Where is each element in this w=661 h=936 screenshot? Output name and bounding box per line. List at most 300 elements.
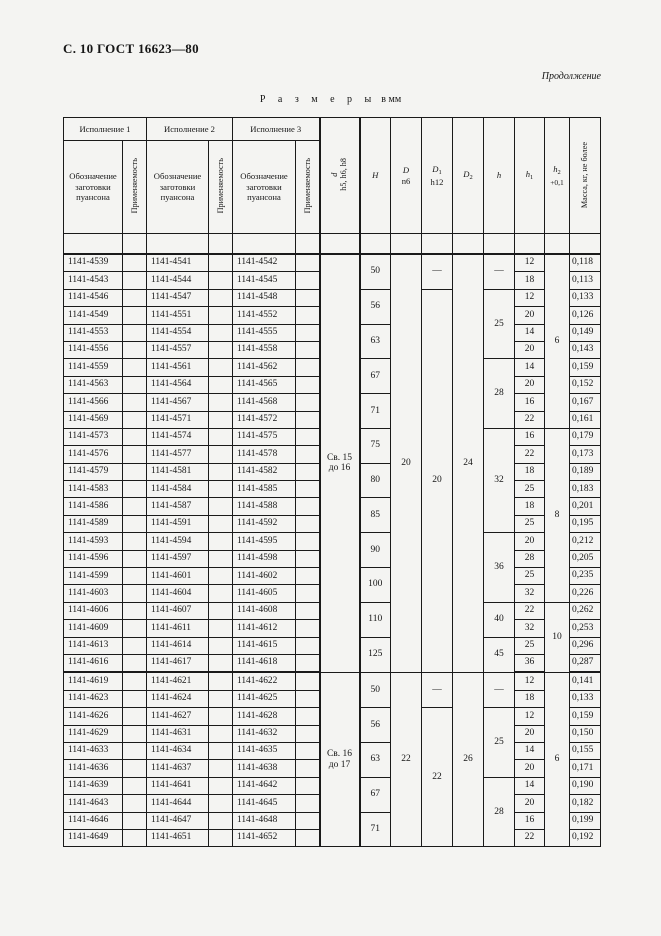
- designation-cell-2: 1141-4644: [147, 795, 209, 812]
- dimensions-table: [63, 117, 601, 847]
- D-cell-value: 20: [401, 457, 411, 468]
- H-cell: [360, 568, 391, 603]
- designation-cell-2: 1141-4587: [147, 498, 209, 515]
- applicability-cell-1: [123, 620, 147, 637]
- d-cell-value: Св. 15 до 16: [326, 452, 353, 474]
- designation-cell-1: 1141-4613: [64, 637, 123, 654]
- h1-cell: 25: [515, 515, 545, 532]
- d-symbol: d: [330, 172, 340, 177]
- designation-cell-2: 1141-4571: [147, 411, 209, 428]
- applicability-cell-3: [296, 742, 320, 759]
- designation-cell-1: 1141-4539: [64, 254, 123, 272]
- applicability-cell-2: [209, 515, 233, 532]
- designation-cell-2: 1141-4601: [147, 568, 209, 585]
- mass-cell: 0,161: [570, 411, 601, 428]
- designation-cell-3: 1141-4548: [233, 289, 296, 306]
- h1-cell: 28: [515, 550, 545, 567]
- h1-cell: 20: [515, 341, 545, 358]
- designation-cell-2: 1141-4577: [147, 446, 209, 463]
- applicability-cell-2: [209, 602, 233, 619]
- applicability-cell-3: [296, 550, 320, 567]
- designation-cell-3: 1141-4578: [233, 446, 296, 463]
- designation-cell-1: 1141-4639: [64, 777, 123, 794]
- applicability-cell-2: [209, 620, 233, 637]
- applicability-cell-3: [296, 341, 320, 358]
- H-cell-value: 100: [368, 579, 383, 590]
- applicability-cell-3: [296, 533, 320, 550]
- h-cell-value: 45: [494, 649, 504, 660]
- designation-cell-1: 1141-4603: [64, 585, 123, 602]
- h1-cell: 18: [515, 690, 545, 707]
- h2-tolerance: +0,1: [550, 177, 564, 187]
- H-cell-value: 80: [370, 475, 380, 486]
- applicability-cell-1: [123, 760, 147, 777]
- H-symbol: H: [372, 170, 379, 181]
- applicability-cell-3: [296, 394, 320, 411]
- applicability-cell-1: [123, 359, 147, 376]
- designation-cell-2: 1141-4594: [147, 533, 209, 550]
- applicability-cell-1: [123, 289, 147, 306]
- designation-cell-1: 1141-4633: [64, 742, 123, 759]
- applicability-cell-1: [123, 463, 147, 480]
- D-cell: [391, 672, 422, 846]
- applicability-cell-2: [209, 254, 233, 272]
- designation-cell-2: 1141-4597: [147, 550, 209, 567]
- h1-cell: 22: [515, 411, 545, 428]
- H-cell-value: 90: [370, 544, 380, 555]
- h-cell-value: 25: [494, 736, 504, 747]
- h1-cell: 12: [515, 672, 545, 690]
- D1-symbol: D: [432, 163, 439, 174]
- page-header: С. 10 ГОСТ 16623—80: [63, 41, 199, 56]
- d-cell-value: Св. 16 до 17: [326, 748, 353, 770]
- applicability-cell-2: [209, 568, 233, 585]
- designation-cell-1: 1141-4579: [64, 463, 123, 480]
- h1-cell: 20: [515, 376, 545, 393]
- H-cell-value: 63: [370, 754, 380, 765]
- mass-cell: 0,167: [570, 394, 601, 411]
- applicability-cell-3: [296, 481, 320, 498]
- D2-symbol: D: [463, 169, 470, 180]
- applicability-cell-1: [123, 585, 147, 602]
- h-cell-value: 28: [494, 806, 504, 817]
- mass-cell: 0,179: [570, 428, 601, 445]
- mass-cell: 0,155: [570, 742, 601, 759]
- applicability-cell-1: [123, 602, 147, 619]
- designation-cell-1: 1141-4566: [64, 394, 123, 411]
- H-cell: [360, 428, 391, 463]
- applicability-cell-2: [209, 795, 233, 812]
- d-tolerance: h5, h6, h8: [339, 158, 349, 192]
- mass-cell: 0,183: [570, 481, 601, 498]
- applicability-cell-3: [296, 568, 320, 585]
- mass-cell: 0,253: [570, 620, 601, 637]
- designation-cell-1: 1141-4593: [64, 533, 123, 550]
- h-cell: [484, 637, 515, 672]
- H-cell-value: 75: [370, 440, 380, 451]
- designation-cell-3: 1141-4558: [233, 341, 296, 358]
- header-execution-1: Исполнение 1: [64, 118, 147, 141]
- D1-cell-value: 20: [432, 475, 442, 486]
- D1-cell-value: —: [432, 684, 442, 695]
- designation-cell-3: 1141-4568: [233, 394, 296, 411]
- applicability-cell-3: [296, 812, 320, 829]
- mass-cell: 0,182: [570, 795, 601, 812]
- D1-cell: [422, 254, 453, 289]
- designation-cell-1: 1141-4553: [64, 324, 123, 341]
- designation-cell-1: 1141-4636: [64, 760, 123, 777]
- designation-cell-1: 1141-4589: [64, 515, 123, 532]
- h1-cell: 14: [515, 777, 545, 794]
- designation-cell-2: 1141-4637: [147, 760, 209, 777]
- header-execution-2: Исполнение 2: [147, 118, 233, 141]
- applicability-cell-2: [209, 672, 233, 690]
- h1-symbol: h: [525, 169, 531, 180]
- H-cell: [360, 602, 391, 637]
- designation-cell-1: 1141-4573: [64, 428, 123, 445]
- applicability-cell-3: [296, 411, 320, 428]
- designation-cell-3: 1141-4622: [233, 672, 296, 690]
- mass-cell: 0,143: [570, 341, 601, 358]
- applicability-cell-2: [209, 760, 233, 777]
- h-symbol: h: [496, 170, 502, 181]
- designation-cell-1: 1141-4546: [64, 289, 123, 306]
- h1-cell: 14: [515, 359, 545, 376]
- h-cell-value: 25: [494, 318, 504, 329]
- applicability-cell-1: [123, 481, 147, 498]
- mass-cell: 0,192: [570, 829, 601, 846]
- h-cell: [484, 428, 515, 532]
- h-cell-value: 28: [494, 388, 504, 399]
- H-cell: [360, 498, 391, 533]
- h1-cell: 18: [515, 463, 545, 480]
- h2-subscript: 2: [557, 168, 561, 176]
- mass-cell: 0,201: [570, 498, 601, 515]
- applicability-cell-2: [209, 411, 233, 428]
- applicability-cell-3: [296, 690, 320, 707]
- applicability-cell-2: [209, 708, 233, 725]
- h-cell: [484, 708, 515, 778]
- applicability-cell-2: [209, 690, 233, 707]
- h1-cell: 32: [515, 620, 545, 637]
- designation-cell-2: 1141-4624: [147, 690, 209, 707]
- H-cell: [360, 533, 391, 568]
- mass-cell: 0,226: [570, 585, 601, 602]
- h2-symbol: h: [553, 163, 558, 174]
- H-cell: [360, 672, 391, 707]
- applicability-cell-1: [123, 777, 147, 794]
- designation-cell-1: 1141-4583: [64, 481, 123, 498]
- mass-cell: 0,141: [570, 672, 601, 690]
- designation-cell-1: 1141-4576: [64, 446, 123, 463]
- h2-cell: [545, 672, 570, 846]
- applicability-cell-2: [209, 777, 233, 794]
- applicability-cell-1: [123, 341, 147, 358]
- D1-cell: [422, 672, 453, 707]
- applicability-cell-3: [296, 795, 320, 812]
- H-cell-value: 67: [370, 789, 380, 800]
- applicability-cell-3: [296, 289, 320, 306]
- mass-cell: 0,152: [570, 376, 601, 393]
- applicability-cell-1: [123, 254, 147, 272]
- header-applicability-2: [209, 141, 233, 234]
- applicability-cell-2: [209, 272, 233, 289]
- designation-cell-2: 1141-4621: [147, 672, 209, 690]
- designation-cell-3: 1141-4545: [233, 272, 296, 289]
- applicability-cell-1: [123, 690, 147, 707]
- h1-cell: 18: [515, 498, 545, 515]
- designation-cell-2: 1141-4581: [147, 463, 209, 480]
- designation-cell-1: 1141-4646: [64, 812, 123, 829]
- applicability-cell-2: [209, 394, 233, 411]
- table-caption: [0, 94, 661, 105]
- applicability-cell-1: [123, 515, 147, 532]
- designation-cell-1: 1141-4623: [64, 690, 123, 707]
- h-cell: [484, 602, 515, 637]
- applicability-cell-1: [123, 637, 147, 654]
- D2-cell: [453, 254, 484, 672]
- h1-cell: 22: [515, 829, 545, 846]
- designation-cell-3: 1141-4598: [233, 550, 296, 567]
- h2-cell-value: 8: [554, 509, 560, 520]
- mass-cell: 0,149: [570, 324, 601, 341]
- D1-cell-value: —: [432, 266, 442, 277]
- applicability-cell-1: [123, 376, 147, 393]
- applicability-cell-2: [209, 359, 233, 376]
- mass-cell: 0,235: [570, 568, 601, 585]
- designation-cell-3: 1141-4572: [233, 411, 296, 428]
- applicability-cell-3: [296, 637, 320, 654]
- D1-cell: [422, 289, 453, 672]
- mass-cell: 0,126: [570, 307, 601, 324]
- h1-cell: 14: [515, 324, 545, 341]
- applicability-cell-1: [123, 411, 147, 428]
- mass-cell: 0,195: [570, 515, 601, 532]
- h1-cell: 22: [515, 446, 545, 463]
- applicability-label-3: Применяемость: [302, 158, 312, 214]
- h-cell: [484, 777, 515, 847]
- mass-cell: 0,262: [570, 602, 601, 619]
- caption-unit: в мм: [381, 94, 402, 105]
- designation-cell-2: 1141-4574: [147, 428, 209, 445]
- designation-cell-2: 1141-4584: [147, 481, 209, 498]
- D2-cell: [453, 672, 484, 846]
- D-cell: [391, 254, 422, 672]
- applicability-cell-1: [123, 568, 147, 585]
- designation-cell-3: 1141-4612: [233, 620, 296, 637]
- designation-cell-3: 1141-4555: [233, 324, 296, 341]
- designation-cell-1: 1141-4569: [64, 411, 123, 428]
- designation-cell-2: 1141-4617: [147, 654, 209, 672]
- h2-cell-value: 6: [554, 754, 560, 765]
- designation-cell-3: 1141-4618: [233, 654, 296, 672]
- designation-cell-3: 1141-4615: [233, 637, 296, 654]
- H-cell: [360, 254, 391, 289]
- h-cell-value: —: [494, 266, 504, 277]
- mass-cell: 0,118: [570, 254, 601, 272]
- D1-cell-value: 22: [432, 771, 442, 782]
- header-gap-row: [64, 234, 601, 255]
- H-cell: [360, 742, 391, 777]
- header-D1: [422, 118, 453, 234]
- mass-cell: 0,159: [570, 708, 601, 725]
- d-cell: [320, 672, 360, 846]
- designation-cell-3: 1141-4585: [233, 481, 296, 498]
- mass-cell: 0,212: [570, 533, 601, 550]
- h1-cell: 32: [515, 585, 545, 602]
- table-row: [64, 672, 601, 690]
- h-cell: [484, 359, 515, 429]
- applicability-cell-2: [209, 481, 233, 498]
- applicability-cell-3: [296, 515, 320, 532]
- designation-cell-3: 1141-4645: [233, 795, 296, 812]
- designation-cell-2: 1141-4651: [147, 829, 209, 846]
- H-cell: [360, 394, 391, 429]
- mass-cell: 0,150: [570, 725, 601, 742]
- designation-cell-1: 1141-4643: [64, 795, 123, 812]
- h1-cell: 36: [515, 654, 545, 672]
- h1-cell: 20: [515, 760, 545, 777]
- applicability-cell-3: [296, 585, 320, 602]
- applicability-cell-3: [296, 324, 320, 341]
- applicability-cell-1: [123, 446, 147, 463]
- mass-cell: 0,287: [570, 654, 601, 672]
- D-symbol: D: [402, 165, 410, 176]
- H-cell-value: 50: [370, 266, 380, 277]
- d-cell: [320, 254, 360, 672]
- D2-cell-value: 24: [463, 457, 473, 468]
- D-tolerance: n6: [401, 175, 411, 186]
- header-D2: [453, 118, 484, 234]
- applicability-cell-2: [209, 289, 233, 306]
- designation-cell-3: 1141-4638: [233, 760, 296, 777]
- h1-cell: 12: [515, 289, 545, 306]
- designation-cell-2: 1141-4541: [147, 254, 209, 272]
- h1-cell: 14: [515, 742, 545, 759]
- applicability-cell-2: [209, 812, 233, 829]
- applicability-cell-1: [123, 428, 147, 445]
- applicability-label-1: Применяемость: [129, 158, 139, 214]
- designation-cell-3: 1141-4602: [233, 568, 296, 585]
- h-cell-value: 40: [494, 614, 504, 625]
- h1-cell: 16: [515, 812, 545, 829]
- applicability-cell-2: [209, 533, 233, 550]
- designation-cell-2: 1141-4567: [147, 394, 209, 411]
- designation-cell-2: 1141-4591: [147, 515, 209, 532]
- designation-cell-3: 1141-4562: [233, 359, 296, 376]
- h-cell: [484, 254, 515, 289]
- designation-cell-2: 1141-4557: [147, 341, 209, 358]
- applicability-cell-1: [123, 272, 147, 289]
- h1-cell: 16: [515, 428, 545, 445]
- applicability-cell-2: [209, 550, 233, 567]
- h1-cell: 20: [515, 795, 545, 812]
- h1-cell: 20: [515, 725, 545, 742]
- applicability-cell-1: [123, 812, 147, 829]
- designation-cell-3: 1141-4628: [233, 708, 296, 725]
- h2-cell-value: 10: [552, 631, 562, 642]
- designation-cell-2: 1141-4544: [147, 272, 209, 289]
- h1-cell: 12: [515, 708, 545, 725]
- designation-cell-2: 1141-4561: [147, 359, 209, 376]
- designation-cell-1: 1141-4609: [64, 620, 123, 637]
- designation-cell-1: 1141-4599: [64, 568, 123, 585]
- applicability-cell-3: [296, 602, 320, 619]
- h1-cell: 20: [515, 307, 545, 324]
- designation-cell-2: 1141-4564: [147, 376, 209, 393]
- H-cell-value: 71: [370, 823, 380, 834]
- designation-cell-1: 1141-4606: [64, 602, 123, 619]
- mass-cell: 0,113: [570, 272, 601, 289]
- designation-cell-1: 1141-4619: [64, 672, 123, 690]
- designation-cell-2: 1141-4631: [147, 725, 209, 742]
- designation-label-1: Обозначение заготовки пуансона: [69, 171, 117, 203]
- designation-cell-3: 1141-4642: [233, 777, 296, 794]
- header-H: [360, 118, 391, 234]
- H-cell-value: 56: [370, 719, 380, 730]
- designation-cell-1: 1141-4616: [64, 654, 123, 672]
- designation-cell-2: 1141-4647: [147, 812, 209, 829]
- h-cell: [484, 289, 515, 359]
- applicability-cell-2: [209, 428, 233, 445]
- applicability-cell-1: [123, 742, 147, 759]
- h-cell: [484, 672, 515, 707]
- applicability-cell-3: [296, 359, 320, 376]
- designation-cell-3: 1141-4595: [233, 533, 296, 550]
- H-cell: [360, 812, 391, 847]
- applicability-cell-2: [209, 725, 233, 742]
- header-d: [320, 118, 360, 234]
- designation-cell-2: 1141-4547: [147, 289, 209, 306]
- applicability-cell-1: [123, 725, 147, 742]
- applicability-cell-2: [209, 463, 233, 480]
- table-row: [64, 254, 601, 272]
- h1-cell: 25: [515, 568, 545, 585]
- H-cell-value: 50: [370, 684, 380, 695]
- designation-label-2: Обозначение заготовки пуансона: [153, 171, 202, 203]
- applicability-cell-3: [296, 376, 320, 393]
- H-cell: [360, 359, 391, 394]
- designation-cell-1: 1141-4549: [64, 307, 123, 324]
- applicability-cell-2: [209, 498, 233, 515]
- designation-cell-2: 1141-4627: [147, 708, 209, 725]
- designation-cell-1: 1141-4543: [64, 272, 123, 289]
- H-cell-value: 63: [370, 335, 380, 346]
- h1-subscript: 1: [530, 174, 534, 182]
- h-cell-value: 36: [494, 562, 504, 573]
- applicability-cell-1: [123, 324, 147, 341]
- D1-cell: [422, 708, 453, 847]
- header-designation-2: [147, 141, 209, 234]
- H-cell-value: 56: [370, 301, 380, 312]
- applicability-cell-2: [209, 654, 233, 672]
- designation-cell-2: 1141-4554: [147, 324, 209, 341]
- mass-cell: 0,159: [570, 359, 601, 376]
- H-cell-value: 71: [370, 405, 380, 416]
- designation-cell-2: 1141-4614: [147, 637, 209, 654]
- mass-cell: 0,133: [570, 289, 601, 306]
- H-cell-value: 67: [370, 370, 380, 381]
- applicability-cell-1: [123, 550, 147, 567]
- mass-cell: 0,205: [570, 550, 601, 567]
- h1-cell: 18: [515, 272, 545, 289]
- designation-cell-1: 1141-4596: [64, 550, 123, 567]
- D2-cell-value: 26: [463, 754, 473, 765]
- D1-tolerance: h12: [430, 176, 444, 187]
- designation-cell-3: 1141-4592: [233, 515, 296, 532]
- mass-cell: 0,133: [570, 690, 601, 707]
- mass-cell: 0,190: [570, 777, 601, 794]
